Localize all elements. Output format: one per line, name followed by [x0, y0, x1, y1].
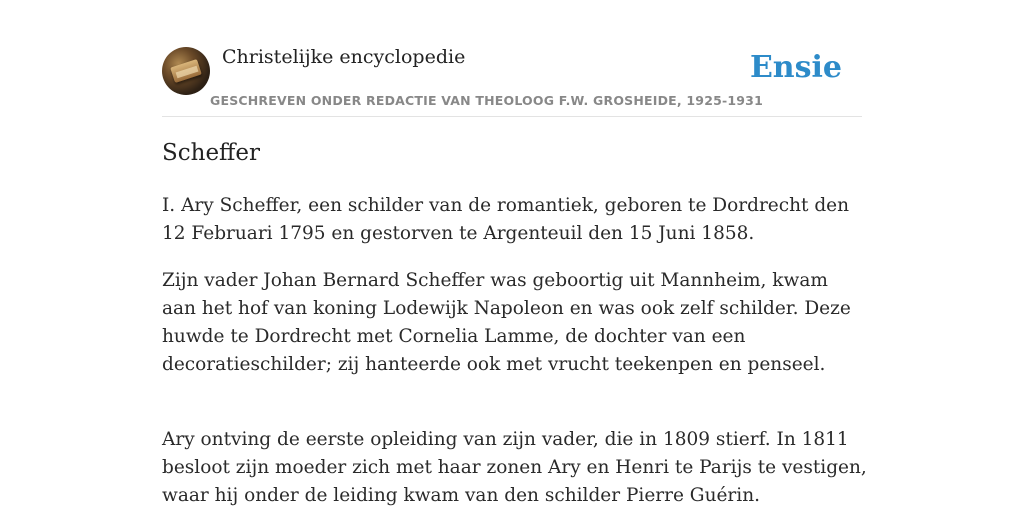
site-header	[162, 45, 862, 117]
article-body	[162, 192, 867, 512]
ensie-logo[interactable]: Ensie	[749, 50, 842, 85]
article-paragraph: Ary ontving de eerste opleiding van zijn vader, die in 1809 stierf. In 1811 besloot zijn moeder zich met haar zonen Ary en Henri te Parijs te vestigen, waar hij onder de leiding kwam van den schilder Pierre Guérin.	[162, 429, 867, 506]
article-paragraph: Zijn vader Johan Bernard Scheffer was geboortig uit Mannheim, kwam aan het hof van koning Lodewijk Napoleon en was ook zelf schilder. Deze huwde te Dordrecht met Cornelia Lamme, de dochter van een decoratieschilder; zij hanteerde ook met vrucht teekenpen en penseel.	[162, 270, 851, 375]
site-subtitle: GESCHREVEN ONDER REDACTIE VAN THEOLOOG F.W. GROSHEIDE, 1925-1931	[210, 93, 763, 108]
article-paragraph: I. Ary Scheffer, een schilder van de romantiek, geboren te Dordrecht den 12 Februari 1795 en gestorven te Argenteuil den 15 Juni 1858.	[162, 195, 850, 244]
site-title[interactable]: Christelijke encyclopedie	[222, 46, 466, 68]
book-avatar-icon[interactable]	[162, 47, 210, 95]
article-title: Scheffer	[162, 140, 261, 166]
